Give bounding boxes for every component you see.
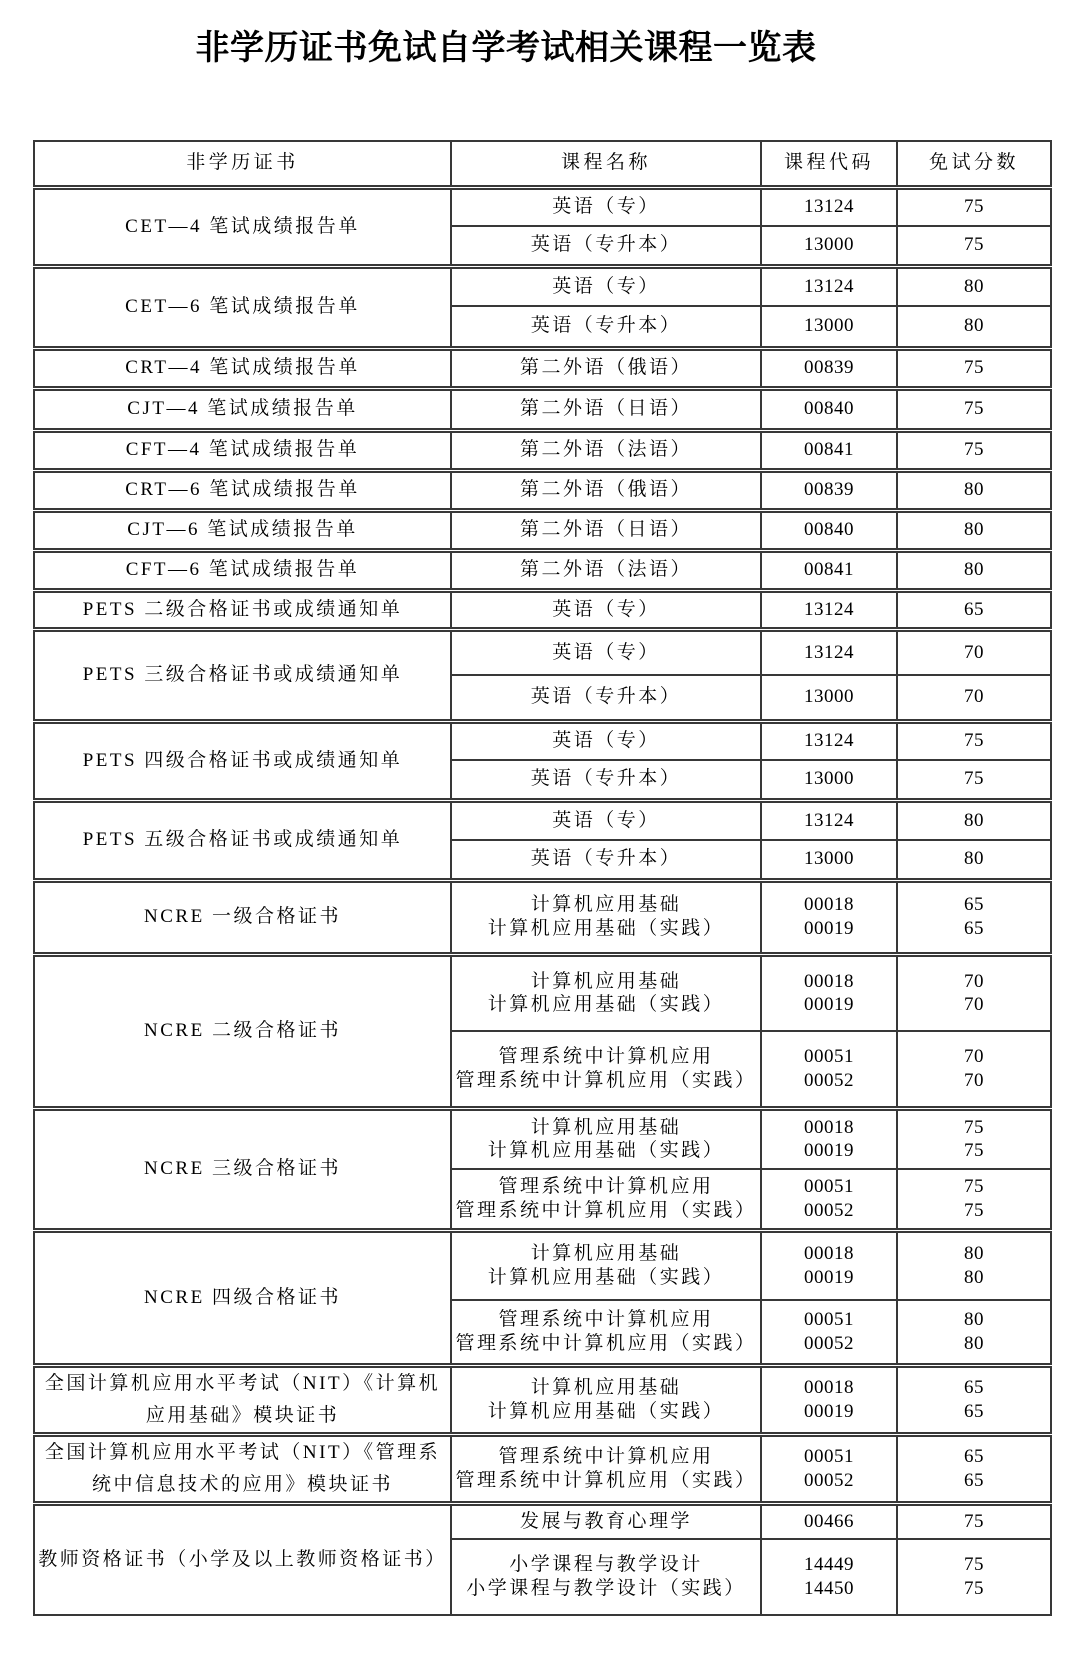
course-code-cell (761, 760, 897, 800)
exempt-score: 80 (964, 1266, 984, 1288)
exempt-score-cell (897, 1365, 1051, 1434)
exempt-score: 80 (964, 519, 984, 541)
course-name: 英语（专升本） (530, 234, 682, 256)
course-code-cell (761, 954, 897, 1031)
course-code-cell (761, 675, 897, 721)
course-name: 管理系统中计算机应用（实践） (455, 1332, 757, 1354)
course-name-cell (451, 800, 761, 840)
course-name: 管理系统中计算机应用（实践） (455, 1199, 757, 1221)
course-name-cell (451, 226, 761, 266)
table-row (34, 187, 1051, 226)
exempt-score: 70 (964, 1046, 984, 1067)
course-code: 00840 (804, 519, 854, 541)
exempt-score: 65 (964, 598, 984, 620)
course-name: 管理系统中计算机应用 (498, 1046, 714, 1067)
course-name-cell (451, 590, 761, 629)
exempt-score: 70 (964, 1069, 984, 1091)
table-row (34, 430, 1051, 470)
exempt-score-cell (897, 1539, 1051, 1615)
table-row (34, 800, 1051, 840)
exempt-score: 80 (964, 315, 984, 337)
course-code-cell (761, 430, 897, 470)
course-name: 计算机应用基础 (530, 1116, 682, 1138)
exempt-score: 75 (964, 1176, 984, 1197)
course-name: 第二外语（俄语） (519, 357, 692, 379)
certificate-cell (34, 187, 451, 266)
course-code-cell (761, 470, 897, 510)
certificate-name: CRT—6 笔试成绩报告单 (125, 479, 360, 500)
exempt-score: 75 (964, 1578, 984, 1599)
table-row (34, 1230, 1051, 1300)
course-name: 英语（专升本） (530, 315, 682, 337)
exempt-score: 70 (964, 641, 984, 663)
course-name: 计算机应用基础（实践） (487, 918, 725, 939)
course-code: 00051 (804, 1046, 854, 1067)
course-code: 00019 (804, 1400, 854, 1422)
certificate-name: 全国计算机应用水平考试（NIT）《计算机 (44, 1372, 441, 1394)
course-name: 第二外语（日语） (519, 398, 692, 420)
course-name: 英语（专） (552, 598, 660, 620)
course-code: 00051 (804, 1176, 854, 1197)
course-code: 00839 (804, 479, 854, 501)
course-code: 00052 (804, 1199, 854, 1221)
course-code: 00840 (804, 398, 854, 420)
course-name-cell (451, 1503, 761, 1539)
exempt-score-cell (897, 880, 1051, 954)
course-code-cell (761, 721, 897, 760)
course-name-cell (451, 721, 761, 760)
course-code: 13000 (804, 315, 854, 337)
exempt-score-cell (897, 954, 1051, 1031)
exempt-score-cell (897, 550, 1051, 590)
course-code: 13124 (804, 275, 854, 297)
course-name: 发展与教育心理学 (519, 1510, 692, 1532)
course-name-cell (451, 840, 761, 880)
exempt-score: 65 (964, 894, 984, 916)
course-code-cell (761, 1230, 897, 1300)
certificate-cell (34, 1503, 451, 1615)
course-code: 13000 (804, 848, 854, 870)
exempt-score: 75 (964, 398, 984, 420)
course-name: 计算机应用基础 (530, 1243, 682, 1264)
exempt-score-cell (897, 306, 1051, 348)
course-code: 00019 (804, 918, 854, 939)
certificate-cell (34, 470, 451, 510)
table-row (34, 510, 1051, 550)
course-code-cell (761, 1031, 897, 1108)
table-row (34, 1365, 1051, 1434)
certificate-name: CJT—4 笔试成绩报告单 (127, 398, 358, 419)
course-code-cell (761, 1539, 897, 1615)
course-code: 00018 (804, 970, 854, 992)
document-title: 非学历证书免试自学考试相关课程一览表 (195, 30, 817, 67)
exempt-score-cell (897, 590, 1051, 629)
course-name: 小学课程与教学设计（实践） (466, 1578, 746, 1599)
certificate-name: CJT—6 笔试成绩报告单 (127, 519, 358, 540)
table-row (34, 1503, 1051, 1539)
course-name: 英语（专升本） (530, 686, 682, 708)
certificate-cell (34, 348, 451, 388)
course-code: 13124 (804, 598, 854, 620)
certificate-cell (34, 954, 451, 1108)
exempt-score: 70 (964, 686, 984, 708)
course-code: 00019 (804, 994, 854, 1016)
certificate-name: CET—4 笔试成绩报告单 (125, 215, 360, 237)
course-name: 英语（专） (552, 809, 660, 831)
course-code-cell (761, 226, 897, 266)
course-code-cell (761, 1300, 897, 1365)
exempt-score: 75 (964, 730, 984, 752)
exempt-score-cell (897, 470, 1051, 510)
exempt-score: 75 (964, 357, 984, 379)
course-code-cell (761, 840, 897, 880)
exemption-course-table (33, 140, 1052, 1616)
course-code-cell (761, 187, 897, 226)
column-header-exempt-score: 免试分数 (897, 141, 1051, 187)
table-row (34, 954, 1051, 1031)
exempt-score: 80 (964, 848, 984, 870)
exempt-score-cell (897, 1230, 1051, 1300)
course-name: 计算机应用基础（实践） (487, 1266, 725, 1288)
certificate-cell (34, 800, 451, 880)
course-code: 00018 (804, 1116, 854, 1138)
certificate-cell (34, 721, 451, 800)
course-code: 13000 (804, 768, 854, 790)
certificate-name: 全国计算机应用水平考试（NIT）《管理系 (44, 1441, 441, 1463)
exempt-score: 75 (964, 1116, 984, 1138)
exempt-score: 65 (964, 918, 984, 939)
course-name: 第二外语（俄语） (519, 479, 692, 501)
certificate-cell (34, 1365, 451, 1434)
exempt-score-cell (897, 510, 1051, 550)
course-code: 13124 (804, 641, 854, 663)
certificate-name: PETS 四级合格证书或成绩通知单 (82, 749, 403, 771)
certificate-cell (34, 430, 451, 470)
table-body (34, 187, 1051, 1615)
course-name-cell (451, 629, 761, 675)
column-header-course-name: 课程名称 (451, 141, 761, 187)
course-code: 00018 (804, 1243, 854, 1264)
course-name: 第二外语（日语） (519, 519, 692, 541)
course-code: 00019 (804, 1140, 854, 1162)
course-name-cell (451, 1300, 761, 1365)
course-code-cell (761, 1108, 897, 1169)
course-name: 管理系统中计算机应用 (498, 1309, 714, 1330)
course-code: 00841 (804, 559, 854, 581)
certificate-name: NCRE 四级合格证书 (144, 1286, 341, 1308)
course-code: 00052 (804, 1069, 854, 1091)
course-name: 第二外语（法语） (519, 439, 692, 461)
course-name: 第二外语（法语） (519, 559, 692, 581)
exempt-score-cell (897, 721, 1051, 760)
course-code-cell (761, 510, 897, 550)
course-code: 13124 (804, 196, 854, 218)
course-name-cell (451, 1169, 761, 1230)
course-name-cell (451, 1539, 761, 1615)
exempt-score: 75 (964, 234, 984, 256)
certificate-name: NCRE 三级合格证书 (144, 1158, 341, 1179)
course-name-cell (451, 880, 761, 954)
course-name: 英语（专升本） (530, 848, 682, 870)
course-code: 00019 (804, 1266, 854, 1288)
certificate-name: CET—6 笔试成绩报告单 (125, 296, 360, 317)
table-row (34, 1108, 1051, 1169)
exempt-score: 65 (964, 1469, 984, 1491)
course-code: 00052 (804, 1469, 854, 1491)
exempt-score: 80 (964, 1243, 984, 1264)
exempt-score-cell (897, 388, 1051, 430)
course-code-cell (761, 1503, 897, 1539)
certificate-cell (34, 1108, 451, 1230)
exempt-score-cell (897, 187, 1051, 226)
table-row (34, 721, 1051, 760)
course-name: 计算机应用基础（实践） (487, 994, 725, 1016)
course-name: 英语（专） (552, 730, 660, 752)
course-code-cell (761, 306, 897, 348)
course-code-cell (761, 800, 897, 840)
course-code-cell (761, 629, 897, 675)
course-name: 计算机应用基础 (530, 1376, 682, 1398)
exempt-score: 70 (964, 994, 984, 1016)
certificate-name: 教师资格证书（小学及以上教师资格证书） (38, 1548, 447, 1570)
table-row (34, 629, 1051, 675)
course-code-cell (761, 1365, 897, 1434)
course-code: 00051 (804, 1309, 854, 1330)
table-row (34, 470, 1051, 510)
exempt-score: 75 (964, 768, 984, 790)
exempt-score-cell (897, 800, 1051, 840)
course-name-cell (451, 760, 761, 800)
exempt-score-cell (897, 1503, 1051, 1539)
table-row (34, 590, 1051, 629)
certificate-cell (34, 1434, 451, 1503)
table-header-row (34, 141, 1051, 187)
exempt-score: 75 (964, 1554, 984, 1576)
course-name-cell (451, 266, 761, 306)
exempt-score-cell (897, 760, 1051, 800)
course-name: 英语（专） (552, 196, 660, 218)
certificate-cell (34, 590, 451, 629)
exempt-score: 65 (964, 1445, 984, 1467)
course-name-cell (451, 388, 761, 430)
exempt-score: 70 (964, 970, 984, 992)
certificate-cell (34, 510, 451, 550)
certificate-cell (34, 880, 451, 954)
course-name-cell (451, 1108, 761, 1169)
certificate-cell (34, 266, 451, 348)
course-name-cell (451, 187, 761, 226)
table-row (34, 880, 1051, 954)
course-name-cell (451, 1031, 761, 1108)
column-header-course-code: 课程代码 (761, 141, 897, 187)
course-name-cell (451, 675, 761, 721)
course-name: 管理系统中计算机应用 (498, 1445, 714, 1467)
course-code: 00018 (804, 1376, 854, 1398)
course-code-cell (761, 1169, 897, 1230)
course-name-cell (451, 1365, 761, 1434)
course-name-cell (451, 1230, 761, 1300)
course-name-cell (451, 470, 761, 510)
exempt-score-cell (897, 675, 1051, 721)
certificate-name: 统中信息技术的应用》模块证书 (91, 1473, 393, 1495)
course-name: 英语（专） (552, 641, 660, 663)
certificate-name: 应用基础》模块证书 (145, 1404, 340, 1426)
table-row (34, 388, 1051, 430)
table-row (34, 1434, 1051, 1503)
course-code: 00051 (804, 1445, 854, 1467)
course-name: 计算机应用基础 (530, 894, 682, 916)
course-code: 13000 (804, 686, 854, 708)
certificate-name: NCRE 一级合格证书 (144, 906, 341, 927)
certificate-name: PETS 二级合格证书或成绩通知单 (82, 598, 403, 620)
certificate-cell (34, 629, 451, 721)
certificate-cell (34, 388, 451, 430)
exempt-score: 80 (964, 479, 984, 501)
course-code: 14449 (804, 1554, 854, 1576)
exempt-score-cell (897, 1031, 1051, 1108)
certificate-name: CFT—6 笔试成绩报告单 (125, 559, 360, 580)
course-name-cell (451, 510, 761, 550)
exempt-score: 75 (964, 439, 984, 461)
course-code-cell (761, 348, 897, 388)
certificate-name: CRT—4 笔试成绩报告单 (125, 357, 360, 378)
exempt-score-cell (897, 266, 1051, 306)
exempt-score: 65 (964, 1400, 984, 1422)
course-code-cell (761, 266, 897, 306)
exempt-score-cell (897, 1300, 1051, 1365)
course-name-cell (451, 306, 761, 348)
course-code: 13000 (804, 234, 854, 256)
course-name: 计算机应用基础 (530, 970, 682, 992)
exempt-score-cell (897, 1108, 1051, 1169)
course-name: 计算机应用基础（实践） (487, 1140, 725, 1162)
course-name: 管理系统中计算机应用（实践） (455, 1069, 757, 1091)
course-name: 管理系统中计算机应用 (498, 1176, 714, 1197)
course-name: 英语（专升本） (530, 768, 682, 790)
table-row (34, 266, 1051, 306)
course-code: 00052 (804, 1332, 854, 1354)
exempt-score-cell (897, 840, 1051, 880)
certificate-name: PETS 五级合格证书或成绩通知单 (82, 829, 403, 850)
exempt-score: 80 (964, 275, 984, 297)
certificate-name: CFT—4 笔试成绩报告单 (125, 439, 360, 460)
column-header-certificate: 非学历证书 (34, 141, 451, 187)
course-name-cell (451, 348, 761, 388)
course-name-cell (451, 550, 761, 590)
course-code: 14450 (804, 1578, 854, 1599)
table-row (34, 550, 1051, 590)
exempt-score: 75 (964, 1140, 984, 1162)
course-code: 13124 (804, 730, 854, 752)
exempt-score: 65 (964, 1376, 984, 1398)
course-name: 计算机应用基础（实践） (487, 1400, 725, 1422)
course-code-cell (761, 388, 897, 430)
course-code: 00466 (804, 1510, 854, 1532)
certificate-name: PETS 三级合格证书或成绩通知单 (82, 664, 403, 685)
certificate-name: NCRE 二级合格证书 (144, 1020, 341, 1041)
exempt-score-cell (897, 1169, 1051, 1230)
exempt-score: 75 (964, 196, 984, 218)
table-row (34, 348, 1051, 388)
course-code-cell (761, 550, 897, 590)
course-name-cell (451, 954, 761, 1031)
exempt-score: 80 (964, 1332, 984, 1354)
certificate-cell (34, 550, 451, 590)
exempt-score-cell (897, 629, 1051, 675)
exempt-score-cell (897, 348, 1051, 388)
exempt-score: 75 (964, 1199, 984, 1221)
course-name: 英语（专） (552, 275, 660, 297)
course-code-cell (761, 1434, 897, 1503)
course-code: 13124 (804, 809, 854, 831)
exempt-score: 75 (964, 1510, 984, 1532)
course-code-cell (761, 880, 897, 954)
course-code-cell (761, 590, 897, 629)
course-name-cell (451, 430, 761, 470)
exempt-score: 80 (964, 1309, 984, 1330)
exempt-score: 80 (964, 559, 984, 581)
course-name-cell (451, 1434, 761, 1503)
course-code: 00839 (804, 357, 854, 379)
course-code: 00018 (804, 894, 854, 916)
exempt-score-cell (897, 1434, 1051, 1503)
course-name: 小学课程与教学设计 (509, 1554, 703, 1576)
exempt-score: 80 (964, 809, 984, 831)
course-name: 管理系统中计算机应用（实践） (455, 1469, 757, 1491)
certificate-cell (34, 1230, 451, 1365)
exempt-score-cell (897, 430, 1051, 470)
exempt-score-cell (897, 226, 1051, 266)
course-code: 00841 (804, 439, 854, 461)
